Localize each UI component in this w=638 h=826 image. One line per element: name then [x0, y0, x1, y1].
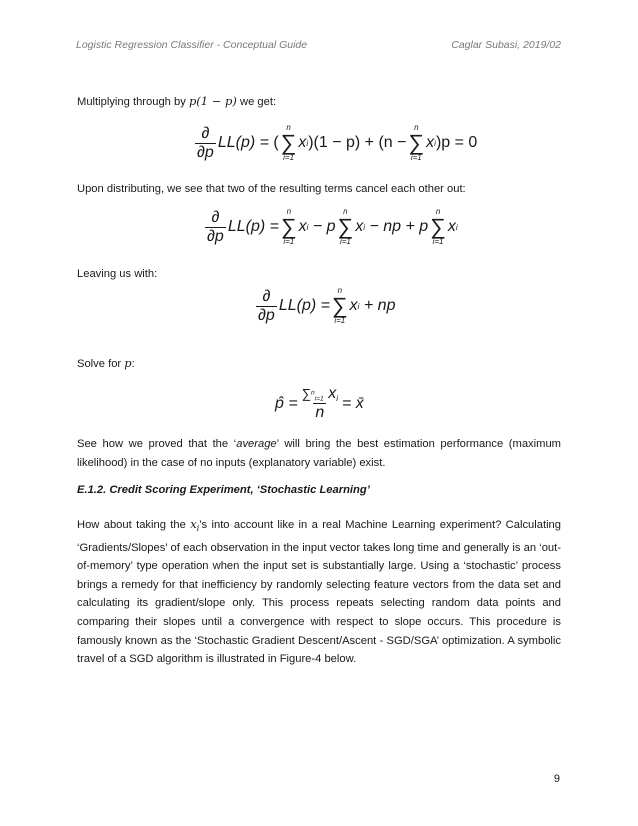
denominator: ∂p — [197, 143, 214, 161]
equation-2: $\frac{\partial}{\partial p}$ LL(p) = n ∑ i=1 x i − p n ∑ i=1 x i − np + p n ∑ i=1 x i — [207, 207, 458, 246]
sum-limits — [310, 389, 324, 403]
numerator: ∂ — [201, 124, 210, 142]
x-term: x — [298, 218, 307, 235]
equation-3: $\frac{\partial}{\partial p}$ LL(p) = n ∑ i=1 x i + np — [258, 286, 396, 325]
paragraph-leaving: Leaving us with: — [77, 268, 158, 280]
sum-upper: n — [414, 123, 419, 132]
p-hat: p̂ = — [275, 394, 298, 412]
paragraph-solve — [77, 354, 561, 374]
inline-math: p — [124, 356, 132, 370]
sum-lower: i=1 — [314, 395, 324, 403]
derivative-fraction — [205, 209, 226, 246]
paragraph-average — [77, 435, 561, 472]
equation-4 — [275, 385, 364, 422]
x-term: x — [328, 385, 337, 402]
denominator: n — [315, 404, 325, 421]
paragraph-text: See how we proved that the ‘ — [77, 438, 237, 450]
summation: n ∑ i=1 — [280, 207, 297, 246]
denominator: ∂p — [207, 227, 224, 245]
paragraph-text: Solve for — [77, 358, 125, 370]
x-bar: = x̄ — [341, 394, 364, 412]
math-var: x — [190, 517, 197, 531]
sum-upper: n — [310, 389, 315, 397]
page-number: 9 — [553, 773, 560, 785]
paragraph-text: ’ will bring the best estimation performance (maximum likelihood) in the case of no inputs (explanatory variable) exist. — [77, 438, 562, 469]
emphasis: average — [236, 438, 277, 450]
eq-end: )p = 0 — [435, 134, 478, 151]
sum-upper: n — [435, 207, 441, 216]
sum-upper: n — [337, 286, 343, 295]
paragraph-stochastic — [77, 515, 561, 669]
x-term: x — [447, 218, 456, 235]
log-likelihood: LL(p) = — [227, 218, 279, 235]
paragraph-text: we get: — [236, 96, 277, 108]
paren: ( — [273, 134, 279, 151]
summation: n ∑ i=1 — [408, 123, 425, 162]
paragraph-text: Multiplying through by — [77, 96, 189, 108]
paragraph-text: ’s into account like in a real Machine Learning experiment? Calculating ‘Gradients/Slopes’ of each observation in the input vector takes long time and generally is an ‘out-of-memory’ type operation when the input set is substantially large. Using a ‘stochastic’ process brings a remedy for that inefficiency by randomly selecting feature vectors from the data set and calculating its gradient/slope only. This process repeats selecting random data points and comparing their slopes until a convergence with respect to slope occurs. This procedure is famously known as the ‘Stochastic Gradient Descent/Ascent - SGD/SGA’ optimization. A symbolic travel of a SGD algorithm is illustrated in Figure-4 below. — [77, 519, 562, 666]
equation-1: $\frac{\partial}{\partial p}$ LL(p) = ( n ∑ i=1 x i )(1 − p) + (n − n ∑ i=1 x i )p = 0 — [197, 123, 478, 162]
derivative-fraction — [195, 125, 216, 162]
sum-lower: i=1 — [283, 237, 295, 246]
eq-middle: − np + p — [369, 218, 429, 235]
mean-fraction — [300, 385, 340, 422]
paragraph-distributing: Upon distributing, we see that two of the resulting terms cancel each other out: — [77, 183, 466, 195]
paragraph-text: How about taking the — [77, 519, 191, 531]
denominator: ∂p — [258, 306, 275, 324]
log-likelihood: LL(p) = — [217, 134, 269, 151]
numerator: ∑$^n_{i=1}$ $x_i$ — [301, 385, 338, 403]
running-header-title: Logistic Regression Classifier - Conceptual Guide — [76, 39, 308, 51]
derivative-fraction — [256, 288, 277, 325]
math-subscript: i — [196, 524, 200, 533]
x-term: x — [349, 297, 358, 314]
eq-middle: − p — [312, 218, 336, 235]
sum-lower: i=1 — [410, 153, 422, 162]
sum-upper: n — [343, 207, 348, 216]
numerator: ∂ — [262, 287, 271, 305]
numerator: ∂ — [211, 208, 220, 226]
summation: n ∑ i=1 — [430, 207, 446, 246]
section-heading: E.1.2. Credit Scoring Experiment, ‘Stochastic Learning’ — [77, 484, 370, 496]
sum-lower: i=1 — [432, 237, 444, 246]
running-header-author: Caglar Subasi, 2019/02 — [451, 39, 561, 51]
sum-lower: i=1 — [339, 237, 351, 246]
paragraph-multiplying — [77, 92, 561, 112]
eq-middle: )(1 − p) + (n − — [308, 134, 407, 151]
x-term: x — [355, 218, 364, 235]
summation: n ∑ i=1 — [331, 286, 348, 325]
sum-lower: i=1 — [283, 153, 295, 162]
eq-end: + np — [363, 297, 396, 314]
x-term: x — [298, 134, 307, 151]
log-likelihood: LL(p) = — [278, 297, 330, 314]
sum-upper: n — [286, 123, 291, 132]
inline-math — [190, 517, 199, 531]
sum-lower: i=1 — [334, 316, 346, 325]
inline-math: p(1 − p) — [188, 94, 237, 108]
x-term: x — [426, 134, 435, 151]
paragraph-text: : — [131, 358, 135, 370]
sum-upper: n — [286, 207, 292, 216]
summation: n ∑ i=1 — [337, 207, 354, 246]
summation: n ∑ i=1 — [280, 123, 297, 162]
